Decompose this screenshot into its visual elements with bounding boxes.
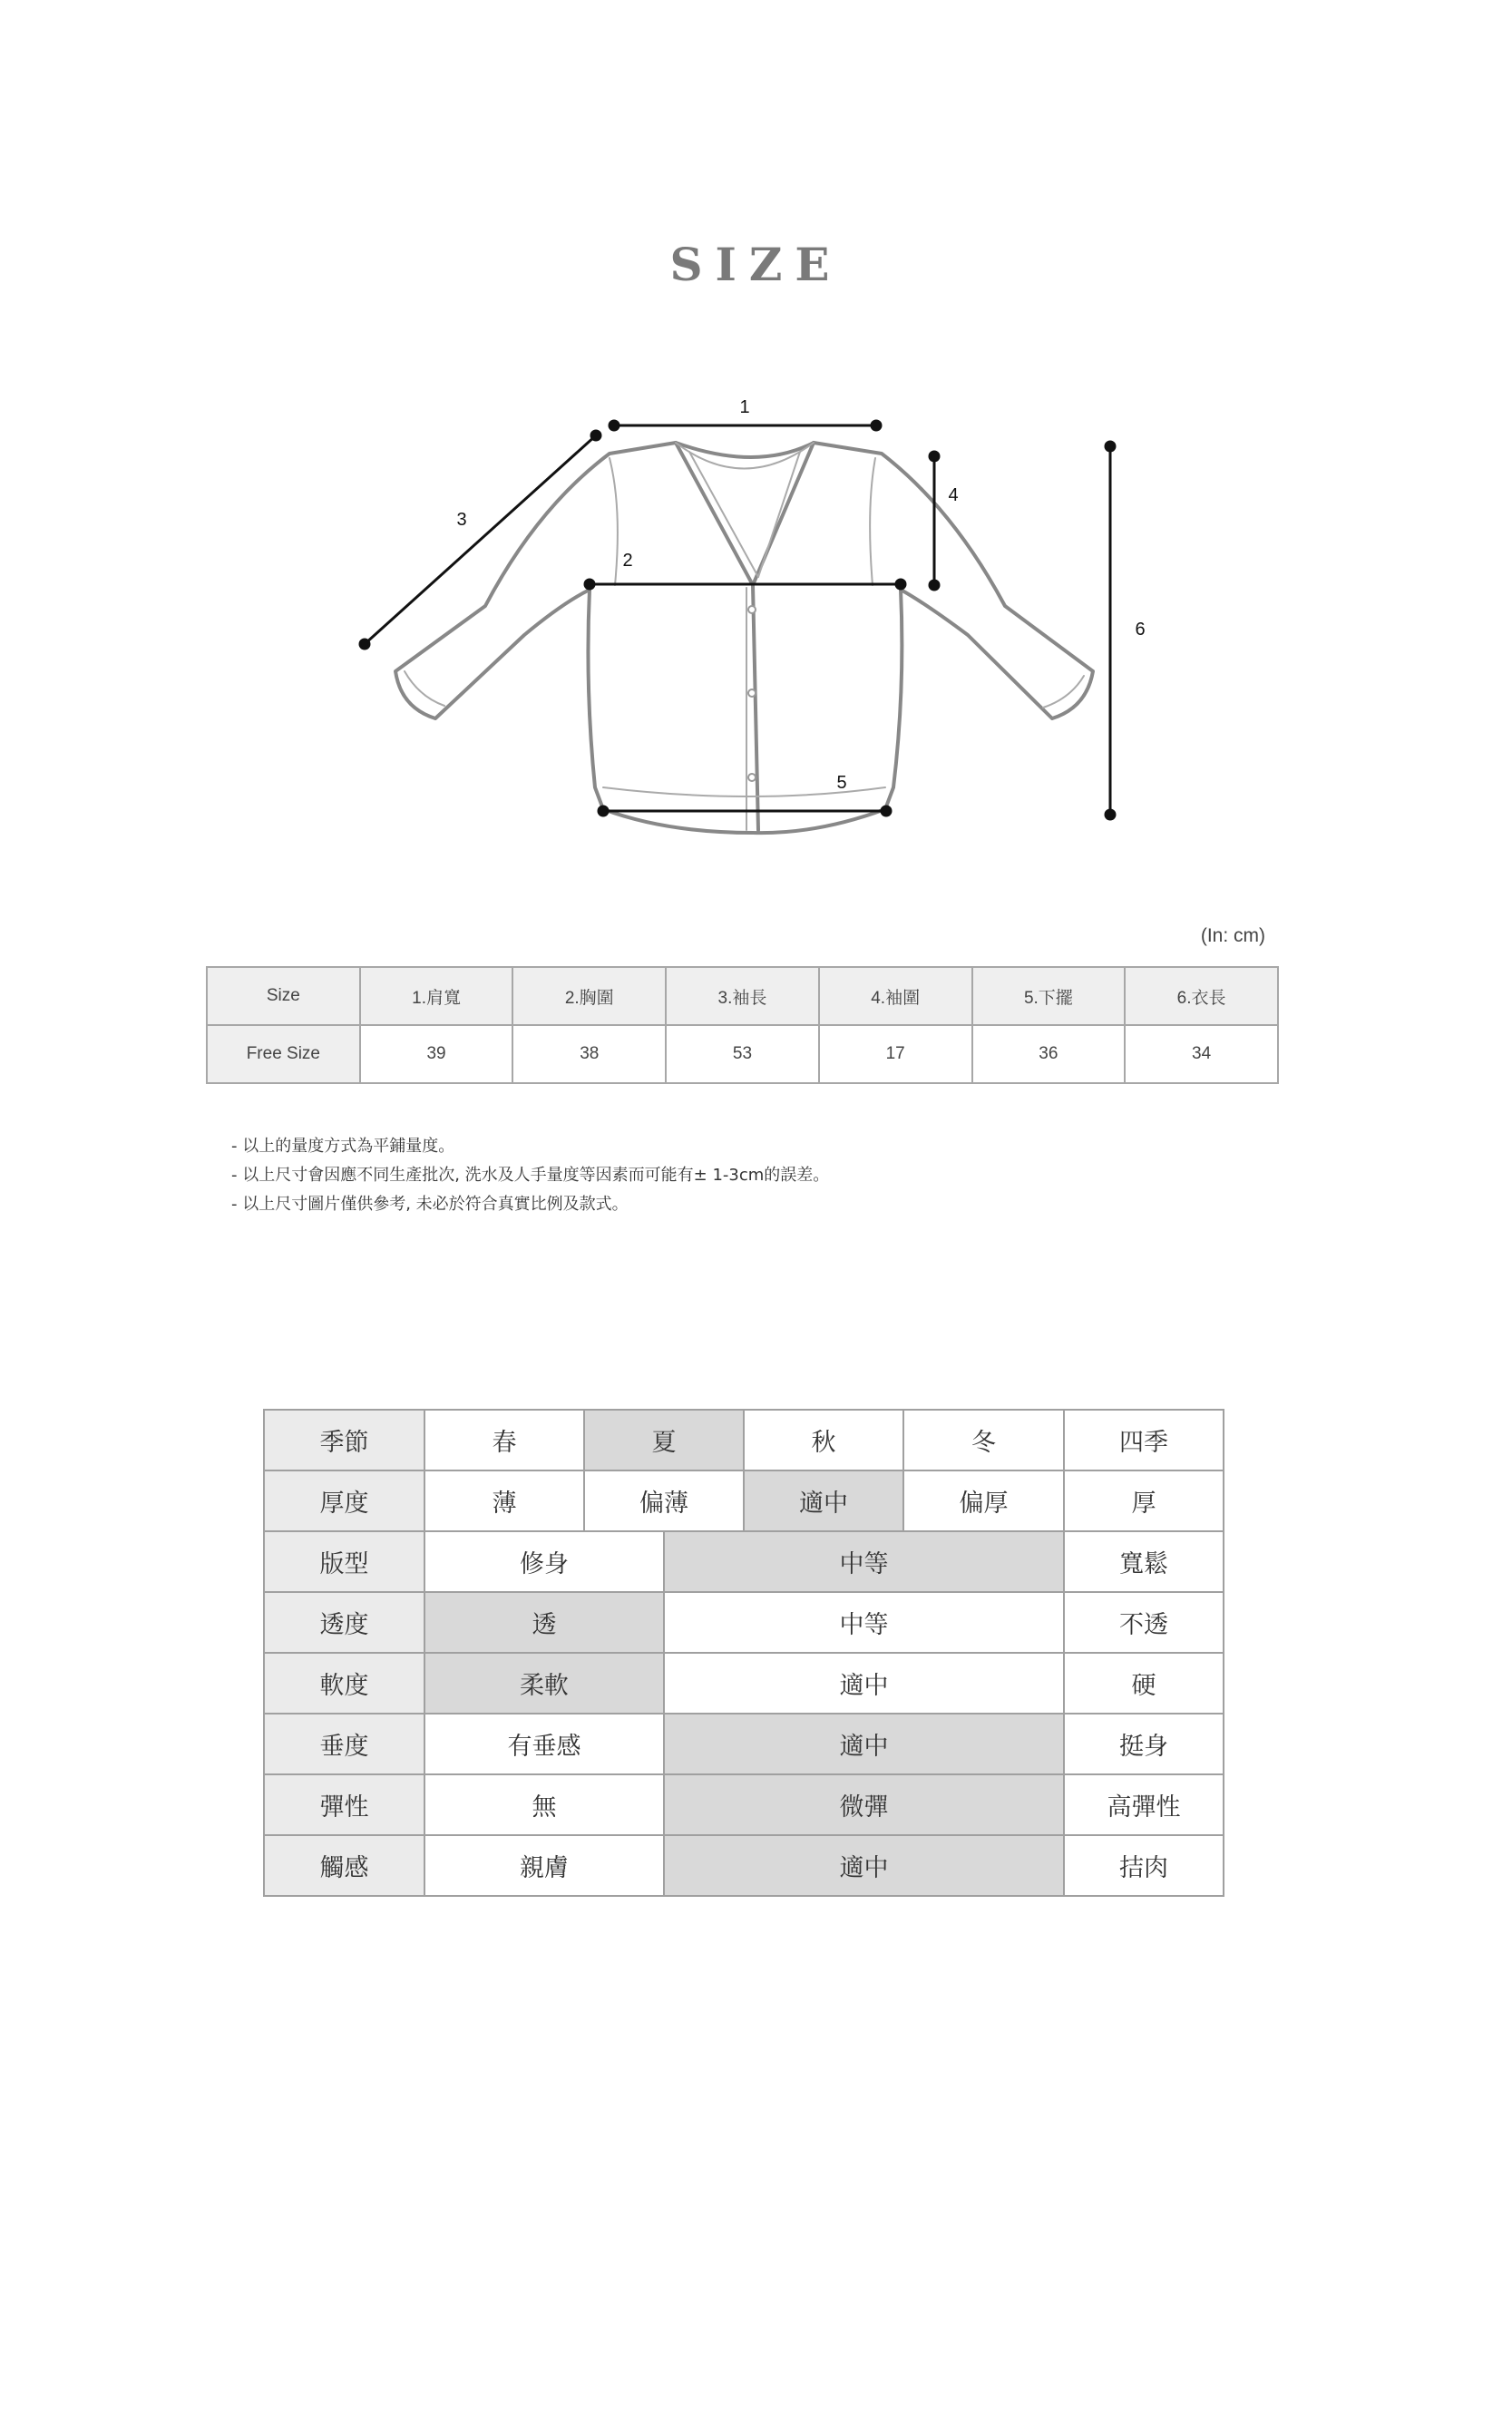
measure-label-4: 4: [948, 485, 959, 505]
option-cell: 偏厚: [903, 1470, 1064, 1531]
row-label: 垂度: [264, 1714, 424, 1774]
measure-label-3: 3: [456, 510, 467, 530]
option-cell: 親膚: [424, 1835, 664, 1896]
size-name-cell: Free Size: [207, 1025, 360, 1083]
header-cell: 2.胸圍: [512, 967, 666, 1025]
measure-3-dot: [360, 640, 369, 649]
option-cell-selected: 微彈: [664, 1774, 1064, 1835]
measure-label-5: 5: [836, 773, 847, 793]
option-cell-selected: 適中: [744, 1470, 903, 1531]
option-cell: 不透: [1064, 1592, 1224, 1653]
seam-right: [870, 458, 875, 585]
value-cell: 17: [819, 1025, 972, 1083]
row-label: 季節: [264, 1410, 424, 1470]
placket-right: [758, 452, 800, 577]
option-cell: 四季: [1064, 1410, 1224, 1470]
option-cell: 春: [424, 1410, 584, 1470]
row-label: 版型: [264, 1531, 424, 1592]
measure-label-1: 1: [739, 397, 750, 417]
row-label: 透度: [264, 1592, 424, 1653]
option-cell: 適中: [664, 1653, 1064, 1714]
placket-left: [689, 452, 758, 577]
measure-2-dot: [585, 580, 594, 589]
fabric-row-season: [264, 1410, 1224, 1470]
row-label: 厚度: [264, 1470, 424, 1531]
header-cell: 6.衣長: [1125, 967, 1278, 1025]
option-cell: 高彈性: [1064, 1774, 1224, 1835]
note-line: - 以上的量度方式為平鋪量度。: [231, 1137, 455, 1156]
fabric-table: [263, 1409, 1224, 1897]
button-1: [748, 606, 756, 613]
cardigan-diagram: [0, 0, 1512, 907]
header-cell: Size: [207, 967, 360, 1025]
button-3: [748, 774, 756, 781]
header-cell: 1.肩寬: [360, 967, 513, 1025]
cuff-left: [405, 671, 444, 706]
option-cell: 挺身: [1064, 1714, 1224, 1774]
header-cell: 4.袖圍: [819, 967, 972, 1025]
option-cell: 修身: [424, 1531, 664, 1592]
page-title: SIZE: [669, 238, 843, 291]
fabric-row-softness: [264, 1653, 1224, 1714]
notes: [231, 1132, 829, 1219]
fabric-row-fit: [264, 1531, 1224, 1592]
row-label: 軟度: [264, 1653, 424, 1714]
option-cell-selected: 中等: [664, 1531, 1064, 1592]
value-cell: 53: [666, 1025, 819, 1083]
option-cell: 中等: [664, 1592, 1064, 1653]
option-cell-selected: 適中: [664, 1714, 1064, 1774]
row-label: 觸感: [264, 1835, 424, 1896]
size-table-header: [207, 967, 1278, 1025]
measure-6-dot: [1106, 442, 1115, 451]
header-cell: 5.下擺: [972, 967, 1126, 1025]
option-cell: 寬鬆: [1064, 1531, 1224, 1592]
option-cell: 拮肉: [1064, 1835, 1224, 1896]
note-line: - 以上尺寸圖片僅供參考, 未必於符合真實比例及款式。: [231, 1195, 629, 1214]
header-cell: 3.袖長: [666, 967, 819, 1025]
option-cell-selected: 柔軟: [424, 1653, 664, 1714]
measure-4-dot: [930, 452, 939, 461]
seam-left: [610, 458, 618, 585]
unit-label: (In: cm): [1200, 925, 1265, 946]
fabric-row-elasticity: [264, 1774, 1224, 1835]
table-row: [207, 1025, 1278, 1083]
row-label: 彈性: [264, 1774, 424, 1835]
fabric-row-transparency: [264, 1592, 1224, 1653]
option-cell: 有垂感: [424, 1714, 664, 1774]
measure-label-6: 6: [1135, 620, 1146, 640]
option-cell-selected: 透: [424, 1592, 664, 1653]
option-cell: 無: [424, 1774, 664, 1835]
button-2: [748, 689, 756, 697]
measure-5-dot: [599, 806, 608, 816]
value-cell: 39: [360, 1025, 513, 1083]
value-cell: 38: [512, 1025, 666, 1083]
option-cell: 厚: [1064, 1470, 1224, 1531]
option-cell: 冬: [903, 1410, 1064, 1470]
garment-outline: [395, 443, 1093, 833]
fabric-row-touch: [264, 1835, 1224, 1896]
measure-label-2: 2: [622, 551, 633, 571]
note-line: - 以上尺寸會因應不同生產批次, 洗水及人手量度等因素而可能有± 1-3cm的誤差。: [231, 1166, 830, 1185]
option-cell-selected: 適中: [664, 1835, 1064, 1896]
option-cell: 硬: [1064, 1653, 1224, 1714]
option-cell: 薄: [424, 1470, 584, 1531]
value-cell: 34: [1125, 1025, 1278, 1083]
measure-1-dot: [610, 421, 619, 430]
measure-3-line: [365, 435, 596, 644]
fabric-row-drape: [264, 1714, 1224, 1774]
option-cell-selected: 夏: [584, 1410, 744, 1470]
value-cell: 36: [972, 1025, 1126, 1083]
option-cell: 偏薄: [584, 1470, 744, 1531]
option-cell: 秋: [744, 1410, 903, 1470]
fabric-row-thickness: [264, 1470, 1224, 1531]
size-table: [206, 966, 1279, 1084]
neckline: [676, 443, 814, 830]
